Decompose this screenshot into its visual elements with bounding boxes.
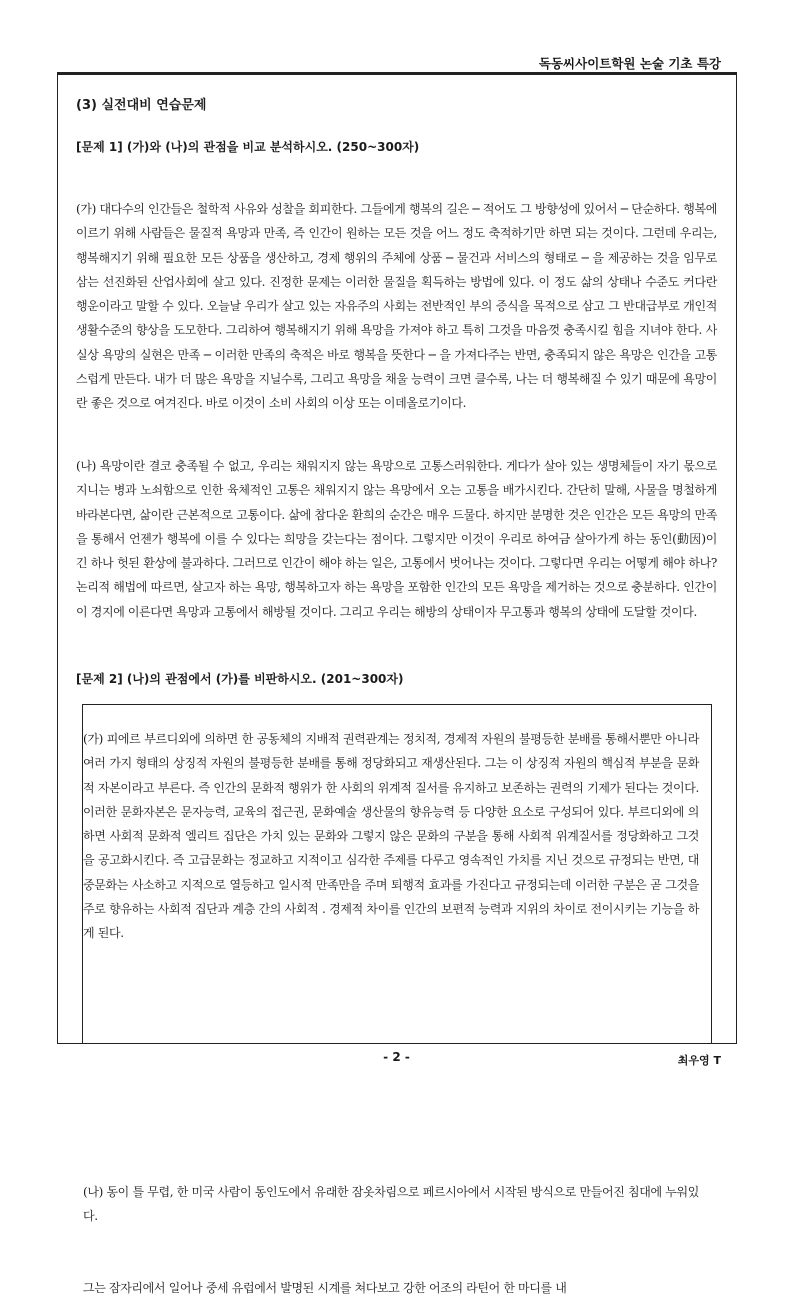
problem-2-prompt: [문제 2] (나)의 관점에서 (가)를 비판하시오. (201~300자)	[76, 672, 404, 686]
problem-1-passage-ga: (가) 대다수의 인간들은 철학적 사유와 성찰을 회피한다. 그들에게 행복의 길은 ─ 적어도 그 방향성에 있어서 ─ 단순하다. 행복에 이르기 위해 사람들은 물질적 욕망과 만족, 즉 인간이 원하는 모든 것을 어느 정도 축적하기만 하면 되는 것이다. 그런데 우리는, 행복해지기 위해 필요한 모든 상품을 생산하고, 경제 행위의 주체에 상품 ─ 물건과 서비스의 형태로 ─ 을 제공하는 것을 임무로 삼는 선진화된 산업사회에 살고 있다. 진정한 문제는 이러한 물질을 획득하는 방법에 있다. 이 정도 삶의 상태나 수준도 커다란 행운이라고 말할 수 있다. 오늘날 우리가 살고 있는 자유주의 사회는 전반적인 부의 증식을 목적으로 삼고 그 반대급부로 개인적 생활수준의 향상을 도모한다. 그리하여 행복해지기 위해 욕망을 가져야 하고 특히 그것을 마음껏 충족시킬 힘을 지녀야 한다. 사실상 욕망의 실현은 만족 ─ 이러한 만족의 축적은 바로 행복을 뜻한다 ─ 을 가져다주는 반면, 충족되지 않은 욕망은 인간을 고통스럽게 만든다. 내가 더 많은 욕망을 지닐수록, 그리고 욕망을 채울 능력이 크면 클수록, 나는 더 행복해질 수 있기 때문에 욕망이란 좋은 것으로 여겨진다. 바로 이것이 소비 사회의 이상 또는 이데올로기이다.	[76, 202, 717, 411]
problem-2-passage-na-part1: (나) 동이 틀 무렵, 한 미국 사람이 동인도에서 유래한 잠옷차림으로 페르시아에서 시작된 방식으로 만들어진 침대에 누워있다.	[83, 1184, 699, 1223]
header-title: 독동씨사이트학원 논술 기초 특강	[538, 56, 721, 71]
problem-2-passage-na-part2: 그는 잠자리에서 일어나 중세 유럽에서 발명된 시계를 쳐다보고 강한 어조의 라틴어 한 마디를 내	[83, 1281, 567, 1296]
problem-1-prompt: [문제 1] (가)와 (나)의 관점을 비교 분석하시오. (250~300자)	[76, 140, 420, 154]
problem-1-passage-na: (나) 욕망이란 결코 충족될 수 없고, 우리는 채워지지 않는 욕망으로 고통스러워한다. 게다가 살아 있는 생명체들이 자기 몫으로 지니는 병과 노쇠함으로 인한 육체적인 고통은 채워지지 않는 욕망에서 오는 고통을 배가시킨다. 간단히 말해, 사물을 명철하게 바라본다면, 삶이란 근본적으로 고통이다. 삶에 참다운 환희의 순간은 매우 드물다. 하지만 분명한 것은 인간은 모든 욕망의 만족을 통해서 언젠가 행복에 이를 수 있다는 희망을 갖는다는 점이다. 그렇지만 이것이 우리로 하여금 살아가게 하는 동인(動因)이긴 하나 헛된 환상에 불과하다. 그러므로 인간이 해야 하는 일은, 고통에서 벗어나는 것이다. 그렇다면 우리는 어떻게 해야 하나? 논리적 해법에 따르면, 살고자 하는 욕망, 행복하고자 하는 욕망을 포함한 인간의 모든 욕망을 제거하는 것으로 충분하다. 인간이 이 경지에 이른다면 욕망과 고통에서 해방될 것이다. 그리고 우리는 해방의 상태이자 무고통과 행복의 상태에 도달할 것이다.	[76, 459, 717, 619]
section-title: (3) 실전대비 연습문제	[76, 98, 207, 113]
page-number: - 2 -	[383, 1050, 410, 1064]
problem-2-passage-ga: (가) 피에르 부르디외에 의하면 한 공동체의 지배적 권력관계는 정치적, 경제적 자원의 불평등한 분배를 통해서뿐만 아니라 여러 가지 형태의 상징적 자원의 불평등한 분배를 통해 정당화되고 재생산된다. 그는 이 상징적 자원의 핵심적 부분을 문화적 자본이라고 부른다. 즉 인간의 문화적 행위가 한 사회의 위계적 질서를 유지하고 보존하는 권력의 기제가 된다는 것이다. 이러한 문화자본은 문자능력, 교육의 접근권, 문화예술 생산물의 향유능력 등 다양한 요소로 구성되어 있다. 부르디외에 의하면 사회적 문화적 엘리트 집단은 가치 있는 문화와 그렇지 않은 문화의 구분을 통해 사회적 위계질서를 정당화하고 그것을 공고화시킨다. 즉 고급문화는 정교하고 지적이고 심각한 주제를 다루고 영속적인 가치를 지닌 것으로 규정되는 반면, 대중문화는 사소하고 지적으로 열등하고 일시적 만족만을 주며 퇴행적 효과를 가진다고 규정되는데 이러한 구분은 곧 그것을 주로 향유하는 사회적 집단과 계층 간의 사회적 . 경제적 차이를 인간의 보편적 능력과 지위의 차이로 전이시키는 기능을 하게 된다.	[83, 732, 699, 941]
author-label: 최우영 T	[677, 1054, 721, 1067]
